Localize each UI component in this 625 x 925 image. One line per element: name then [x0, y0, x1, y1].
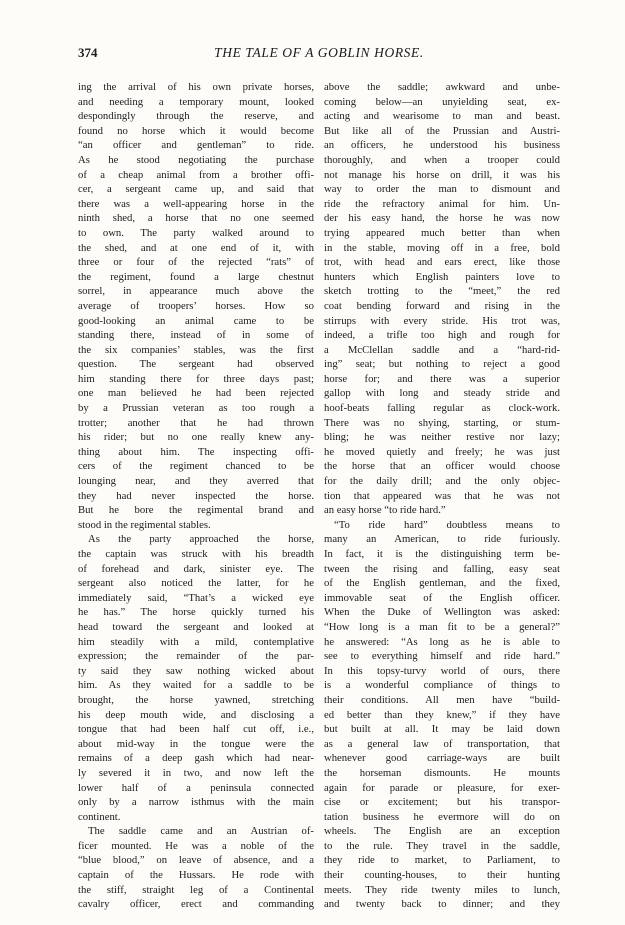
page-number: 374: [78, 45, 98, 60]
text-line: expression; the remainder of the par-: [78, 650, 314, 663]
text-line: ninth shed, a horse that no one seemed: [78, 212, 314, 225]
text-line: ficer mounted. He was a noble of the: [78, 839, 314, 852]
text-line: he answered: “As long as he is able to: [324, 635, 560, 648]
text-line: cavalry officer, erect and commanding: [78, 898, 314, 911]
text-line: the regiment, found a large chestnut: [78, 270, 314, 283]
text-line: the shed, and at one end of it, with: [78, 241, 314, 254]
text-line: him steadily with a mild, contemplative: [78, 635, 314, 648]
text-line: despondingly through the reserve, and: [78, 110, 314, 123]
text-line: tation business he evermore will do on: [324, 810, 560, 823]
text-line: they had never inspected the horse.: [78, 489, 314, 502]
text-line: only by a narrow isthmus with the main: [78, 796, 314, 809]
text-line: head toward the sergeant and looked at: [78, 620, 314, 633]
text-line: As he stood negotiating the purchase: [78, 153, 314, 166]
text-line: “an officer and gentleman” to ride.: [78, 139, 314, 152]
running-title: THE TALE OF A GOBLIN HORSE.: [214, 45, 424, 60]
text-line: by a Prussian veteran as too rough a: [78, 402, 314, 415]
text-line: ride the refractory animal for him. Un-: [324, 197, 560, 210]
text-line: lounging near, and they averred that: [78, 475, 314, 488]
text-line: As the party approached the horse,: [88, 533, 314, 546]
text-line: remains of a deep gash which had near-: [78, 752, 314, 765]
text-line: stood in the regimental stables.: [78, 518, 211, 531]
text-line: about mid-way in the tongue were the: [78, 737, 314, 750]
text-line: he moved quietly and freely; he was just: [324, 445, 560, 458]
text-line: trotter; another that he had thrown: [78, 416, 314, 429]
text-line: But he bore the regimental brand and: [78, 504, 314, 517]
text-line: trying appeared much better than when: [324, 226, 560, 239]
text-line: of a cheap animal from a brother offi-: [78, 168, 314, 181]
text-line: coat bending forward and rising in the: [324, 299, 560, 312]
text-line: thoroughly, and when a trooper could: [324, 153, 560, 166]
text-line: ty said they saw nothing wicked about: [78, 664, 314, 677]
text-line: “How long is a man fit to be a general?”: [324, 620, 560, 633]
text-line: ly severed it in two, and now left the: [78, 766, 314, 779]
text-line: see to everything himself and ride hard.”: [324, 650, 560, 663]
text-line: above the saddle; awkward and unbe-: [324, 81, 560, 93]
text-line: stirrups with every stride. His trot was,: [324, 314, 560, 327]
text-line: him standing there for three days past;: [78, 372, 314, 385]
text-line: meets. They ride twenty miles to lunch,: [324, 883, 560, 896]
text-line: three or four of the rejected “rats” of: [78, 256, 314, 269]
text-line: The saddle came and an Austrian of-: [88, 825, 314, 838]
text-line: immediately said, “That’s a wicked eye: [78, 591, 314, 604]
text-line: way to order the man to dismount and: [324, 183, 560, 196]
text-line: and twenty back to dinner; and they: [324, 898, 560, 911]
text-line: there was a well-appearing horse in the: [78, 197, 314, 210]
text-column-right: [324, 80, 560, 912]
text-line: There was no shying, starting, or stum-: [324, 416, 560, 429]
text-line: coming below—an unyielding seat, ex-: [324, 95, 560, 108]
text-line: hunters which English painters love to: [324, 270, 560, 283]
text-line: continent.: [78, 810, 121, 823]
text-line: one man believed he had been rejected: [78, 387, 314, 400]
text-line: the horse that an officer would choose: [324, 460, 560, 473]
text-line: tion that appeared was that he was not: [324, 489, 560, 502]
text-line: the captain was struck with his breadth: [78, 548, 314, 560]
text-line: captain of the Hussars. He rode with: [78, 869, 314, 882]
text-line: In this topsy-turvy world of ours, there: [324, 664, 560, 677]
text-line: In fact, it is the distinguishing term be-: [324, 548, 560, 560]
text-line: the horseman dismounts. He mounts: [324, 766, 560, 779]
text-line: tongue that had been half cut off, i.e.,: [78, 723, 314, 736]
text-line: an officers, he understood his business: [324, 139, 560, 152]
text-line: an easy horse “to ride hard.”: [324, 504, 446, 517]
text-column-left: [78, 80, 314, 912]
text-line: but built at all. It may be laid down: [324, 723, 560, 736]
text-line: cers of the regiment chanced to be: [78, 460, 314, 473]
text-line: trot, with head and ears erect, like those: [324, 256, 560, 269]
text-line: When the Duke of Wellington was asked:: [324, 606, 560, 619]
text-line: cer, a sergeant came up, and said that: [78, 183, 314, 196]
text-line: sorrel, in appearance much above the: [78, 285, 314, 298]
text-line: bling; he was neither restive nor lazy;: [324, 431, 560, 444]
text-line: ed better than they knew,” if they have: [324, 708, 560, 721]
text-line: gallop with long and steady stride and: [324, 387, 560, 400]
text-line: thing about him. The inspecting offi-: [78, 445, 314, 458]
text-line: again for parade or pleasure, for exer-: [324, 781, 560, 794]
page-header: [78, 45, 560, 65]
text-line: of forehead and dark, sinister eye. The: [78, 562, 314, 575]
text-line: tween the rising and falling, easy seat: [324, 562, 560, 575]
text-line: as a general law of transportation, that: [324, 737, 560, 750]
text-line: ing the arrival of his own private horses,: [78, 81, 314, 93]
text-line: he has.” The horse quickly turned his: [78, 606, 314, 619]
text-line: many an American, to ride furiously.: [324, 533, 560, 546]
text-line: not manage his horse on drill, it was his: [324, 168, 560, 181]
text-line: lower half of a peninsula connected: [78, 781, 314, 794]
text-line: horse for; and there was a superior: [324, 372, 560, 385]
text-line: in the stable, moving off in a free, bold: [324, 241, 560, 254]
text-line: question. The sergeant had observed: [78, 358, 314, 371]
text-line: But like all of the Prussian and Austri-: [324, 124, 560, 137]
text-line: wheels. The English are an exception: [324, 825, 560, 838]
text-line: is a wonderful compliance of things to: [324, 679, 560, 692]
text-line: to own. The party walked around to: [78, 226, 314, 239]
text-line: found no horse which it would become: [78, 124, 314, 137]
text-line: their counting-houses, to their hunting: [324, 869, 560, 882]
text-line: average of troopers’ horses. How so: [78, 299, 314, 312]
text-line: and needing a temporary mount, looked: [78, 95, 314, 108]
text-line: his rider; but no one really knew any-: [78, 431, 314, 444]
text-line: a McClellan saddle and a “hard-rid-: [324, 343, 560, 356]
text-line: their conditions. All men have “build-: [324, 693, 560, 706]
text-line: his deep mouth wide, and disclosing a: [78, 708, 314, 721]
text-line: they ride to market, to Parliament, to: [324, 854, 560, 867]
text-line: cise or excitement; but his transpor-: [324, 796, 560, 809]
text-line: indeed, a trifle too high and rough for: [324, 329, 560, 342]
text-line: sergeant also noticed the latter, for he: [78, 577, 314, 590]
text-line: der his easy hand, the horse he was now: [324, 212, 560, 225]
text-line: whenever good carriage-ways are built: [324, 752, 560, 765]
text-line: to the rule. They travel in the saddle,: [324, 839, 560, 852]
text-line: hoof-beats falling regular as clock-work.: [324, 402, 560, 415]
text-line: the six companies’ stables, was the first: [78, 343, 314, 356]
text-line: standing there, instead of in some of: [78, 329, 314, 342]
text-line: good-looking an animal came to be: [78, 314, 314, 327]
text-line: “To ride hard” doubtless means to: [334, 518, 560, 531]
text-line: for the daily drill; and the only objec-: [324, 475, 560, 488]
text-line: acting and wearisome to man and beast.: [324, 110, 560, 123]
text-line: “blue blood,” on leave of absence, and a: [78, 854, 314, 867]
text-line: the stiff, straight leg of a Continental: [78, 883, 314, 896]
text-line: of the English gentleman, and the fixed,: [324, 577, 560, 590]
text-line: immovable seat of the English officer.: [324, 591, 560, 604]
text-line: brought, the horse yawned, stretching: [78, 693, 314, 706]
text-line: ing” seat; but nothing to reject a good: [324, 358, 560, 371]
text-line: sketch trotting to the “meet,” the red: [324, 285, 560, 298]
text-line: him. As they waited for a saddle to be: [78, 679, 314, 692]
